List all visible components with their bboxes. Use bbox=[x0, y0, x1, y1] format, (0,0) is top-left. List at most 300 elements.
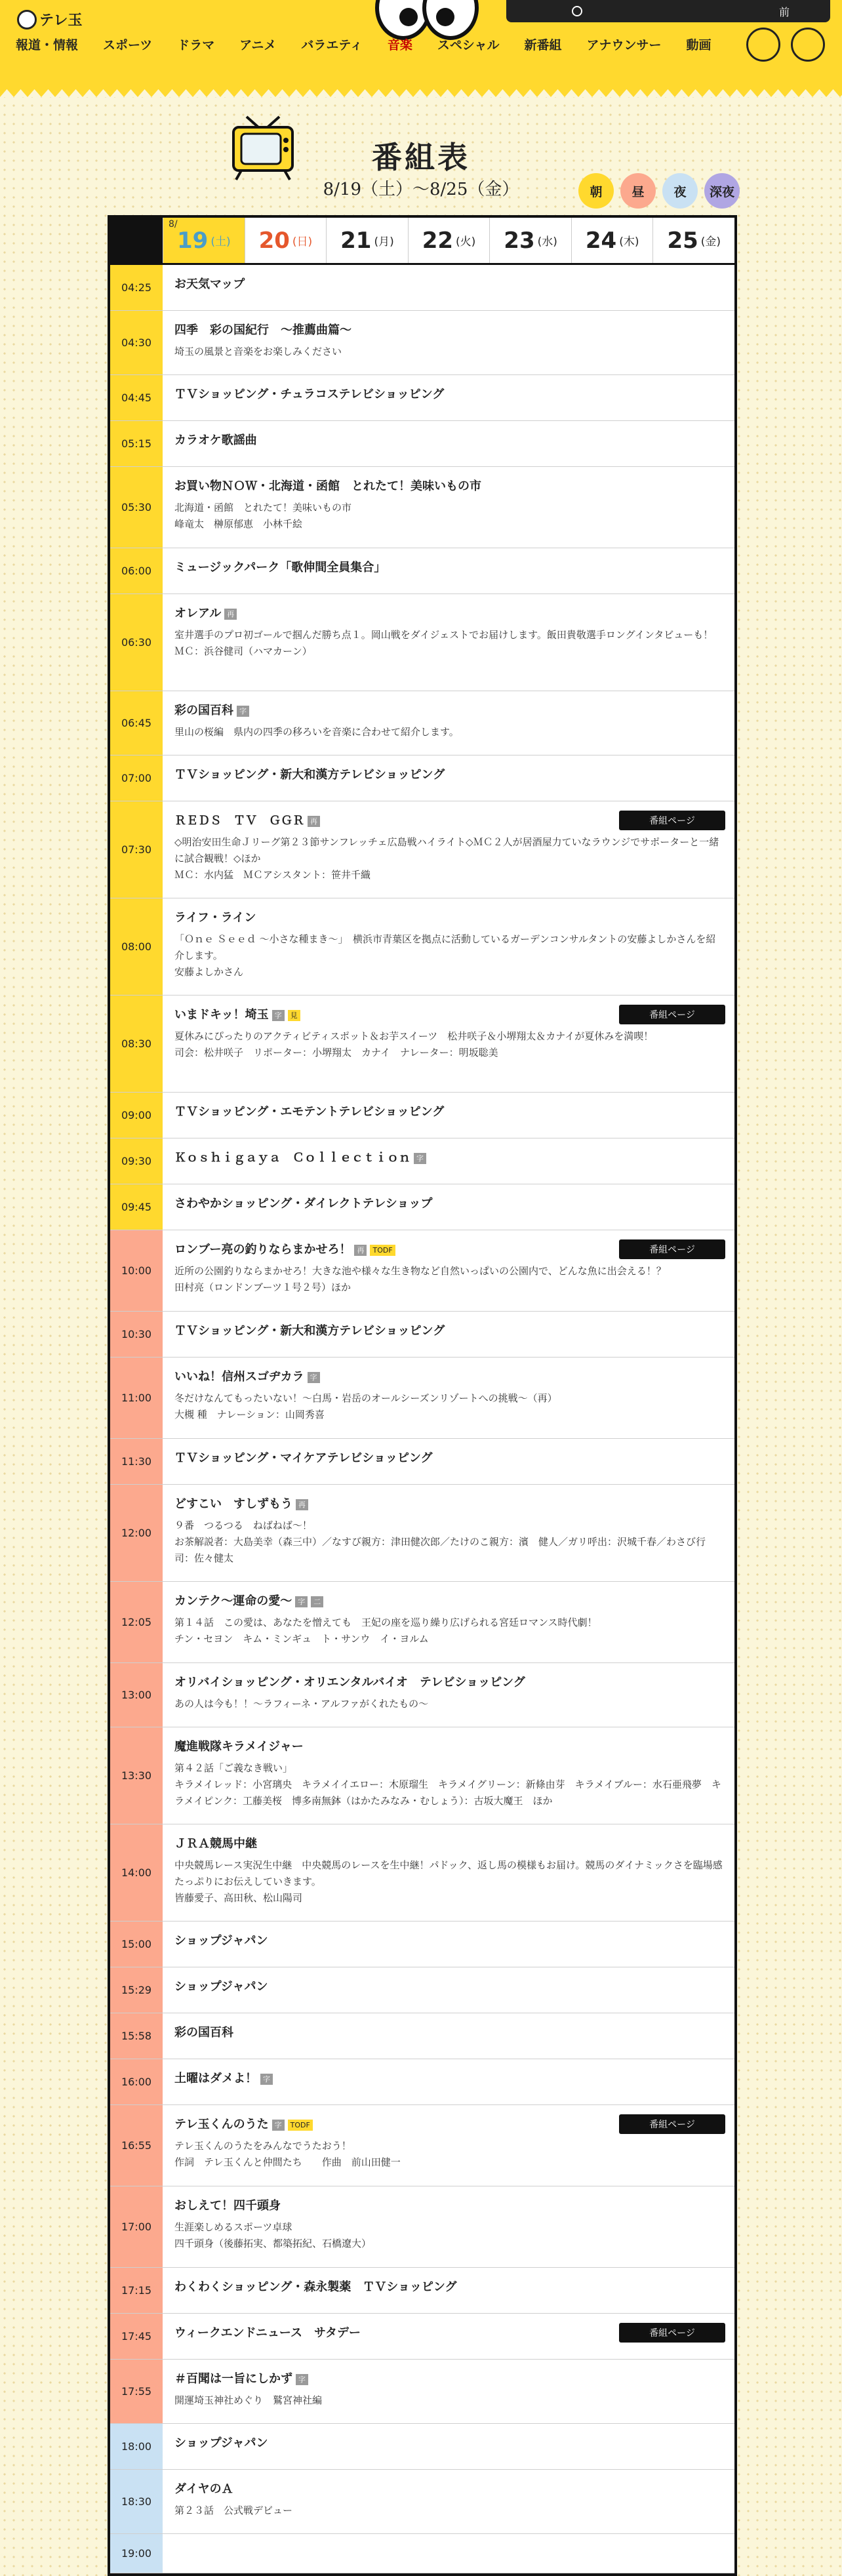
nav-item[interactable]: 動画 bbox=[686, 38, 712, 52]
program-page-button[interactable]: 番組ページ bbox=[619, 2114, 725, 2134]
program-title bbox=[174, 605, 723, 623]
program-cell[interactable] bbox=[163, 1230, 734, 1311]
nav-item[interactable]: 報道・情報 bbox=[16, 38, 79, 52]
day-weekday: (水) bbox=[537, 235, 557, 249]
program-time: 07:00 bbox=[110, 755, 163, 801]
time-band-filter bbox=[578, 173, 740, 209]
day-selector bbox=[110, 218, 734, 265]
program-desc bbox=[174, 1760, 723, 1809]
program-time: 12:05 bbox=[110, 1582, 163, 1662]
program-row bbox=[110, 594, 734, 691]
program-cell[interactable] bbox=[163, 801, 734, 898]
program-title bbox=[174, 1322, 723, 1340]
program-title-text: ＴＶショッピング・マイケアテレビショッピング bbox=[174, 1451, 433, 1465]
program-time: 08:00 bbox=[110, 898, 163, 995]
nav-item[interactable]: アニメ bbox=[239, 38, 277, 52]
program-title-text: いいね！信州スゴヂカラ bbox=[174, 1370, 304, 1384]
program-cell[interactable] bbox=[163, 2186, 734, 2267]
program-cell[interactable] bbox=[163, 421, 734, 466]
program-title-text: オリバイショッピング・オリエンタルバイオ テレビショッピング bbox=[174, 1676, 525, 1689]
program-cell[interactable] bbox=[163, 594, 734, 691]
program-time: 17:55 bbox=[110, 2360, 163, 2423]
program-time: 06:45 bbox=[110, 691, 163, 755]
program-time: 10:30 bbox=[110, 1312, 163, 1357]
program-title-text: カンテク〜運命の愛〜 bbox=[174, 1594, 292, 1608]
program-title-text: ミュージックパーク「歌伸間全員集合」 bbox=[174, 561, 386, 574]
header-zigzag bbox=[0, 88, 842, 97]
program-time: 17:15 bbox=[110, 2268, 163, 2313]
program-title bbox=[174, 1495, 723, 1514]
program-desc bbox=[174, 1857, 723, 1906]
program-time: 05:15 bbox=[110, 421, 163, 466]
program-tag: TODF bbox=[370, 1245, 395, 1256]
program-cell[interactable] bbox=[163, 467, 734, 548]
program-cell[interactable] bbox=[163, 996, 734, 1092]
band-button[interactable]: 朝 bbox=[578, 173, 614, 209]
program-cell[interactable] bbox=[163, 691, 734, 755]
nav-item[interactable]: 新番組 bbox=[524, 38, 562, 52]
program-desc bbox=[174, 1028, 723, 1061]
program-desc bbox=[174, 1518, 723, 1567]
program-time: 18:30 bbox=[110, 2470, 163, 2533]
program-desc-line: 埼玉の風景と音楽をお楽しみください bbox=[174, 346, 342, 357]
program-time: 09:00 bbox=[110, 1093, 163, 1138]
program-desc-line: キラメイレッド：小宮璃央 キラメイイエロー：木原瑠生 キラメイグリーン：新條由芽 キラメイブルー：水石亜飛夢 キラメイピンク：工藤美桜 博多南無鉢（はかたみなみ・むしょう）：古坂大魔王 ほか bbox=[174, 1779, 721, 1807]
page-title: 番組表 bbox=[372, 140, 470, 175]
program-title bbox=[174, 2370, 723, 2388]
program-time: 06:00 bbox=[110, 548, 163, 594]
program-title-text: ＴＶショッピング・新大和漢方テレビショッピング bbox=[174, 768, 445, 782]
day-month: 8/ bbox=[169, 219, 178, 230]
program-title-text: わくわくショッピング・森永製薬 ＴＶショッピング bbox=[174, 2280, 457, 2294]
program-title bbox=[174, 1195, 723, 1213]
program-desc-line: 四千頭身（後藤拓実、都築拓紀、石橋遼大） bbox=[174, 2238, 372, 2249]
program-title bbox=[174, 909, 723, 927]
program-tag: 二 bbox=[311, 1596, 323, 1607]
program-tag: 再 bbox=[354, 1245, 367, 1256]
header-icons bbox=[746, 28, 825, 62]
program-desc-line: 田村亮（ロンドンブーツ１号２号）ほか bbox=[174, 1281, 351, 1293]
program-row bbox=[110, 1824, 734, 1922]
day-number: 20 bbox=[258, 227, 290, 254]
program-row bbox=[110, 2534, 734, 2573]
program-desc-line: 作詞 テレ玉くんと仲間たち 作曲 前山田健一 bbox=[174, 2156, 401, 2168]
program-desc-line: 「Ｏｎｅ Ｓｅｅｄ 〜小さな種まき〜」 横浜市青葉区を拠点に活動しているガーデンコンサルタントの安藤よしかさんを紹介します。 bbox=[174, 933, 716, 961]
program-cell[interactable] bbox=[163, 1485, 734, 1581]
program-row bbox=[110, 1230, 734, 1312]
nav-item[interactable]: アナウンサー bbox=[586, 38, 662, 52]
program-time: 15:58 bbox=[110, 2013, 163, 2059]
program-cell[interactable] bbox=[163, 1922, 734, 1967]
program-row bbox=[110, 2059, 734, 2105]
program-title-text: オレアル bbox=[174, 607, 222, 620]
program-cell[interactable] bbox=[163, 2314, 734, 2359]
day-number: 21 bbox=[340, 227, 372, 254]
program-row bbox=[110, 265, 734, 311]
mascot-icon[interactable] bbox=[746, 28, 780, 62]
program-time: 16:00 bbox=[110, 2059, 163, 2104]
top-utility-bar bbox=[506, 0, 830, 22]
day-tab[interactable] bbox=[408, 218, 490, 263]
mascot-eyes-icon bbox=[371, 0, 482, 41]
program-desc-line: 第１４話 この愛は、あなたを憎えても 王妃の座を巡り繰り広げられる宮廷ロマンス時代劇！ bbox=[174, 1617, 597, 1628]
program-time: 15:00 bbox=[110, 1922, 163, 1967]
program-time: 07:30 bbox=[110, 801, 163, 898]
program-desc-line: 近所の公園釣りならまかせろ！大きな池や様々な生き物など自然いっぱいの公園内で、どんな魚に出会える！？ bbox=[174, 1265, 666, 1277]
program-cell[interactable] bbox=[163, 1582, 734, 1662]
program-title-text: いまドキッ！埼玉 bbox=[174, 1008, 269, 1022]
program-title bbox=[174, 1592, 723, 1611]
program-desc-line: 中央競馬レース実況生中継 中央競馬のレースを生中継！パドック、返し馬の模様もお届け。競馬のダイナミックさを臨場感たっぷりにお伝えしていきます。 bbox=[174, 1859, 723, 1887]
topbar-label[interactable]: 前 bbox=[778, 5, 790, 18]
program-desc bbox=[174, 2219, 723, 2252]
program-title-text: さわやかショッピング・ダイレクトテレショップ bbox=[174, 1197, 433, 1211]
program-cell[interactable] bbox=[163, 2013, 734, 2059]
program-desc-line: 冬だけなんてもったいない！〜白馬・岩岳のオールシーズンリゾートへの挑戦〜（再） bbox=[174, 1392, 557, 1404]
program-title-text: Ｋｏｓｈｉｇａｙａ Ｃｏｌｌｅｃｔｉｏｎ bbox=[174, 1151, 411, 1165]
program-title-text: ＴＶショッピング・チュラコステレビショッピング bbox=[174, 388, 445, 401]
program-title bbox=[174, 1932, 723, 1950]
program-tag: 再 bbox=[308, 816, 320, 827]
program-title bbox=[174, 1149, 723, 1167]
program-row bbox=[110, 2424, 734, 2470]
program-title-text: ウィークエンドニュース サタデー bbox=[174, 2326, 361, 2340]
program-row bbox=[110, 1663, 734, 1727]
date-range: 8/19（土）〜8/25（金） bbox=[323, 180, 519, 199]
nav-item[interactable]: スペシャル bbox=[437, 38, 500, 52]
program-tag: 字 bbox=[272, 2120, 285, 2131]
program-time: 17:45 bbox=[110, 2314, 163, 2359]
program-title bbox=[174, 1674, 723, 1692]
program-cell[interactable] bbox=[163, 1093, 734, 1138]
program-title-text: ＃百聞は一旨にしかず bbox=[174, 2372, 292, 2386]
program-row bbox=[110, 2105, 734, 2186]
program-title bbox=[174, 766, 723, 784]
program-title-text: テレ玉くんのうた bbox=[174, 2118, 269, 2131]
day-number: 22 bbox=[422, 227, 454, 254]
day-weekday: (金) bbox=[700, 235, 721, 249]
program-cell[interactable] bbox=[163, 1312, 734, 1357]
day-weekday: (土) bbox=[210, 235, 231, 249]
program-desc-line: 皆藤愛子、高田秋、松山陽司 bbox=[174, 1892, 303, 1904]
program-desc bbox=[174, 931, 723, 980]
program-desc-line: 第４２話「ご義なき戦い」 bbox=[174, 1762, 293, 1774]
program-time: 04:25 bbox=[110, 265, 163, 310]
program-row bbox=[110, 1312, 734, 1358]
program-title bbox=[174, 386, 723, 404]
program-desc bbox=[174, 344, 723, 360]
program-title bbox=[174, 2070, 723, 2088]
program-desc bbox=[174, 1390, 723, 1423]
program-cell[interactable] bbox=[163, 375, 734, 420]
program-time: 05:30 bbox=[110, 467, 163, 548]
program-desc bbox=[174, 834, 723, 883]
program-desc bbox=[174, 724, 723, 740]
program-cell[interactable] bbox=[163, 311, 734, 374]
program-time: 11:30 bbox=[110, 1439, 163, 1484]
program-cell[interactable] bbox=[163, 1727, 734, 1824]
program-title-text: ＴＶショッピング・新大和漢方テレビショッピング bbox=[174, 1324, 445, 1338]
program-cell[interactable] bbox=[163, 1358, 734, 1438]
program-desc-line: 室井選手のプロ初ゴールで掴んだ勝ち点１。岡山戦をダイジェストでお届けします。飯田貴敬選手ロングインタビューも！ bbox=[174, 629, 713, 641]
logo-mascot-icon bbox=[17, 10, 37, 30]
program-cell[interactable] bbox=[163, 2059, 734, 2104]
program-row bbox=[110, 801, 734, 898]
band-button[interactable]: 深夜 bbox=[704, 173, 740, 209]
nav-item[interactable]: 音楽 bbox=[387, 38, 412, 52]
program-desc-line: 北海道・函館 とれたて！美味いもの市 bbox=[174, 502, 352, 513]
program-title-text: お天気マップ bbox=[174, 277, 245, 291]
program-desc-line: 大槻 種 ナレーション：山岡秀喜 bbox=[174, 1409, 325, 1420]
program-row bbox=[110, 1922, 734, 1967]
program-row bbox=[110, 996, 734, 1093]
program-row bbox=[110, 1439, 734, 1485]
program-schedule bbox=[108, 215, 737, 2576]
program-cell[interactable] bbox=[163, 1138, 734, 1184]
program-tag: 字 bbox=[260, 2074, 273, 2085]
program-title bbox=[174, 1103, 723, 1121]
program-row bbox=[110, 548, 734, 594]
program-time: 15:29 bbox=[110, 1967, 163, 2013]
program-cell[interactable] bbox=[163, 548, 734, 594]
program-desc-line: 生涯楽しめるスポーツ卓球 bbox=[174, 2221, 292, 2233]
program-title-text: お買い物ＮＯＷ・北海道・函館 とれたて！美味いもの市 bbox=[174, 479, 481, 493]
program-row bbox=[110, 2013, 734, 2059]
program-tag: 字 bbox=[237, 706, 249, 717]
program-title bbox=[174, 2278, 723, 2297]
program-page-button[interactable]: 番組ページ bbox=[619, 1239, 725, 1259]
day-number: 25 bbox=[667, 227, 698, 254]
program-desc bbox=[174, 1696, 723, 1712]
program-time: 10:00 bbox=[110, 1230, 163, 1311]
program-desc bbox=[174, 1615, 723, 1647]
program-time: 12:00 bbox=[110, 1485, 163, 1581]
band-button[interactable]: 夜 bbox=[662, 173, 698, 209]
program-title bbox=[174, 1368, 723, 1386]
program-title-text: 彩の国百科 bbox=[174, 2026, 233, 2040]
program-title bbox=[174, 275, 723, 294]
program-title-text: ロンブー亮の釣りならまかせろ！ bbox=[174, 1243, 351, 1257]
main-nav bbox=[16, 35, 712, 53]
day-number: 23 bbox=[504, 227, 535, 254]
program-tag: 字 bbox=[295, 1596, 308, 1607]
program-row bbox=[110, 1485, 734, 1582]
day-tab[interactable] bbox=[163, 218, 245, 263]
day-weekday: (火) bbox=[456, 235, 476, 249]
program-time: 04:45 bbox=[110, 375, 163, 420]
program-row bbox=[110, 2470, 734, 2534]
day-tab[interactable] bbox=[489, 218, 571, 263]
program-cell[interactable] bbox=[163, 1824, 734, 1921]
program-desc-line: 安藤よしかさん bbox=[174, 966, 244, 978]
day-tab[interactable] bbox=[652, 218, 734, 263]
program-desc-line: 開運埼玉神社めぐり 鷲宮神社編 bbox=[174, 2394, 323, 2406]
program-time: 13:30 bbox=[110, 1727, 163, 1824]
program-title bbox=[174, 1449, 723, 1468]
program-title-text: 土曜はダメよ！ bbox=[174, 2072, 257, 2085]
program-title-text: 四季 彩の国紀行 〜推薦曲篇〜 bbox=[174, 323, 351, 337]
program-desc bbox=[174, 2503, 723, 2519]
program-cell[interactable] bbox=[163, 1184, 734, 1230]
program-desc-line: 里山の桜編 県内の四季の移ろいを音楽に合わせて紹介します。 bbox=[174, 726, 459, 738]
program-desc bbox=[174, 1263, 723, 1296]
program-tag: 字 bbox=[414, 1153, 426, 1164]
program-title bbox=[174, 1978, 723, 1996]
character-icon[interactable] bbox=[791, 28, 825, 62]
program-desc bbox=[174, 2138, 723, 2171]
day-tab[interactable] bbox=[245, 218, 327, 263]
program-title bbox=[174, 321, 723, 340]
day-number: 19 bbox=[176, 227, 209, 254]
day-weekday: (木) bbox=[619, 235, 639, 249]
program-cell[interactable] bbox=[163, 2105, 734, 2186]
program-row bbox=[110, 898, 734, 996]
program-desc bbox=[174, 2392, 723, 2409]
band-button[interactable]: 昼 bbox=[620, 173, 656, 209]
program-title-text: おしえて！四千頭身 bbox=[174, 2199, 281, 2213]
program-time: 16:55 bbox=[110, 2105, 163, 2186]
program-time: 18:00 bbox=[110, 2424, 163, 2469]
program-title bbox=[174, 477, 723, 496]
program-tag: TODF bbox=[288, 2120, 313, 2131]
program-row bbox=[110, 2314, 734, 2360]
program-time: 14:00 bbox=[110, 1824, 163, 1921]
program-row bbox=[110, 1358, 734, 1439]
program-row bbox=[110, 1184, 734, 1230]
site-logo[interactable] bbox=[17, 9, 83, 30]
program-row bbox=[110, 2186, 734, 2268]
program-title-text: ショップジャパン bbox=[174, 2436, 268, 2450]
program-time: 04:30 bbox=[110, 311, 163, 374]
program-title bbox=[174, 2434, 723, 2453]
program-time: 11:00 bbox=[110, 1358, 163, 1438]
program-cell[interactable] bbox=[163, 755, 734, 801]
program-time: 19:00 bbox=[110, 2534, 163, 2573]
program-page-button[interactable]: 番組ページ bbox=[619, 811, 725, 830]
program-desc-line: ◇明治安田生命Ｊリーグ第２３節サンフレッチェ広島戦ハイライト◇ＭＣ２人が居酒屋力ていなラウンジでサポーターと一緒に試合観戦！◇ほか bbox=[174, 836, 719, 864]
program-time: 08:30 bbox=[110, 996, 163, 1092]
program-title bbox=[174, 702, 723, 720]
program-desc-line: 夏休みにぴったりのアクティビティスポット＆お芋スイーツ 松井咲子＆小堺翔太＆カナイが夏休みを満喫！ bbox=[174, 1030, 654, 1042]
day-number: 24 bbox=[585, 227, 617, 254]
program-cell[interactable] bbox=[163, 2360, 734, 2423]
program-title-text: ショップジャパン bbox=[174, 1934, 268, 1948]
program-desc-line: ９番 つるつる ねばねば〜！ bbox=[174, 1519, 312, 1531]
program-desc bbox=[174, 627, 723, 660]
program-desc-line: テレ玉くんのうたをみんなでうたおう！ bbox=[174, 2140, 351, 2152]
program-row bbox=[110, 311, 734, 375]
program-desc-line: 第２３話 公式戦デビュー bbox=[174, 2505, 293, 2516]
program-desc-line: 峰竜太 榊原郁恵 小林千絵 bbox=[174, 518, 303, 530]
program-tag: 字 bbox=[296, 2374, 308, 2385]
program-time: 13:00 bbox=[110, 1663, 163, 1727]
program-cell[interactable] bbox=[163, 1967, 734, 2013]
program-page-button[interactable]: 番組ページ bbox=[619, 2323, 725, 2343]
program-row bbox=[110, 375, 734, 421]
program-row bbox=[110, 2360, 734, 2424]
program-desc-line: チン・セヨン キム・ミンギュ ト・サンウ イ・ヨルム bbox=[174, 1633, 429, 1645]
program-title-text: どすこい すしずもう bbox=[174, 1497, 292, 1511]
tv-mascot-icon bbox=[227, 111, 299, 184]
program-title bbox=[174, 2024, 723, 2042]
day-weekday: (月) bbox=[374, 235, 394, 249]
program-desc-line: ＭＣ：水内猛 ＭＣアシスタント：笹井千織 bbox=[174, 869, 371, 881]
program-desc-line: 司会：松井咲子 リポーター：小堺翔太 カナイ ナレーター：明坂聡美 bbox=[174, 1047, 498, 1058]
logo-text: テレ玉 bbox=[39, 12, 83, 29]
program-title bbox=[174, 1835, 723, 1853]
program-cell[interactable] bbox=[163, 1663, 734, 1727]
site-header bbox=[0, 0, 842, 97]
program-title-text: ショップジャパン bbox=[174, 1980, 268, 1994]
day-tab[interactable] bbox=[326, 218, 408, 263]
program-row bbox=[110, 467, 734, 548]
program-desc-line: あの人は今も！！〜ラフィーネ・アルファがくれたもの〜 bbox=[174, 1698, 429, 1710]
clock-icon bbox=[572, 6, 582, 16]
program-cell[interactable] bbox=[163, 898, 734, 995]
program-title-text: 彩の国百科 bbox=[174, 704, 233, 717]
program-row bbox=[110, 1727, 734, 1824]
program-row bbox=[110, 1582, 734, 1663]
program-title-text: ＴＶショッピング・エモテントテレビショッピング bbox=[174, 1105, 445, 1119]
program-cell[interactable] bbox=[163, 2424, 734, 2469]
program-title bbox=[174, 432, 723, 450]
nav-item[interactable]: バラエティ bbox=[301, 38, 363, 52]
program-desc bbox=[174, 500, 723, 533]
program-cell[interactable] bbox=[163, 1439, 734, 1484]
program-tag: 見 bbox=[288, 1010, 300, 1021]
program-title bbox=[174, 1738, 723, 1756]
program-cell[interactable] bbox=[163, 265, 734, 310]
program-title bbox=[174, 2197, 723, 2215]
program-cell[interactable] bbox=[163, 2470, 734, 2533]
program-title-text: ＪＲＡ競馬中継 bbox=[174, 1837, 257, 1851]
program-title bbox=[174, 559, 723, 577]
program-row bbox=[110, 421, 734, 467]
program-time: 09:45 bbox=[110, 1184, 163, 1230]
program-row bbox=[110, 691, 734, 755]
program-row bbox=[110, 1138, 734, 1184]
day-corner bbox=[110, 218, 163, 263]
program-title-text: 魔進戦隊キラメイジャー bbox=[174, 1740, 304, 1754]
program-list bbox=[110, 265, 734, 2573]
program-time: 09:30 bbox=[110, 1138, 163, 1184]
nav-item[interactable]: ドラマ bbox=[177, 38, 215, 52]
program-title-text: ＲＥＤＳ ＴＶ ＧＧＲ bbox=[174, 814, 304, 828]
program-row bbox=[110, 755, 734, 801]
day-weekday: (日) bbox=[292, 235, 313, 249]
day-tab[interactable] bbox=[571, 218, 653, 263]
program-time: 17:00 bbox=[110, 2186, 163, 2267]
title-section bbox=[0, 97, 842, 222]
program-row bbox=[110, 2268, 734, 2314]
program-time: 06:30 bbox=[110, 594, 163, 691]
program-title bbox=[174, 2480, 723, 2499]
program-cell[interactable] bbox=[163, 2268, 734, 2313]
program-title-text: ライフ・ライン bbox=[174, 911, 256, 925]
program-title-text: ダイヤのＡ bbox=[174, 2482, 233, 2496]
program-desc-line: ＭＣ：浜谷健司（ハマカーン） bbox=[174, 645, 312, 657]
program-tag: 再 bbox=[296, 1499, 308, 1510]
program-row bbox=[110, 1967, 734, 2013]
program-tag: 再 bbox=[224, 609, 237, 620]
program-page-button[interactable]: 番組ページ bbox=[619, 1005, 725, 1024]
nav-item[interactable]: スポーツ bbox=[103, 38, 153, 52]
program-cell[interactable] bbox=[163, 2534, 734, 2573]
program-tag: 字 bbox=[272, 1010, 285, 1021]
program-row bbox=[110, 1093, 734, 1138]
program-desc-line: お茶解説者：大島美幸（森三中）／なすび親方：津田健次郎／たけのこ親方：濱 健人／ガリ呼出：沢城千春／わさび行司：佐々健太 bbox=[174, 1536, 706, 1564]
program-title-text: カラオケ歌謡曲 bbox=[174, 433, 257, 447]
